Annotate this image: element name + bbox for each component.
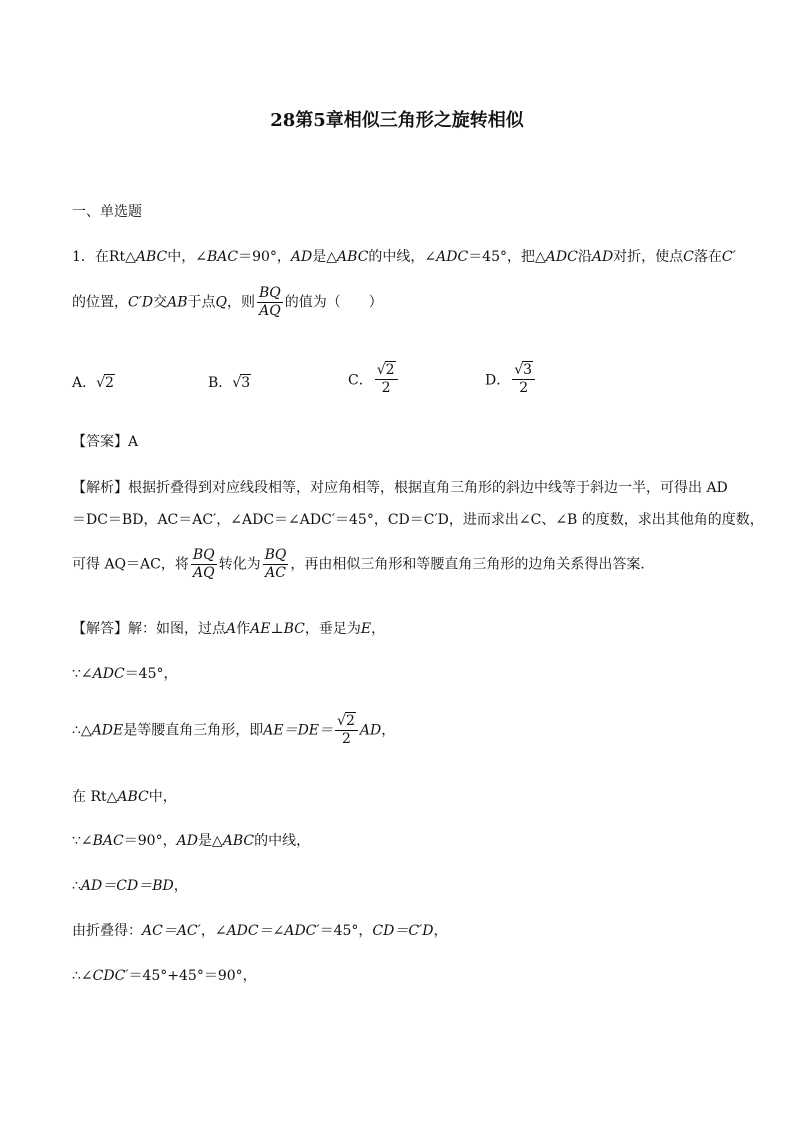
q-term: ABC bbox=[135, 249, 168, 265]
s-text: ， bbox=[433, 923, 448, 939]
fraction-denominator: 2 bbox=[519, 380, 529, 396]
s-term: AD bbox=[176, 833, 198, 849]
analysis-text: 转化为 bbox=[218, 556, 261, 573]
fraction-denominator: 2 bbox=[341, 731, 351, 747]
q-term: ADC bbox=[436, 249, 469, 265]
radicand: 3 bbox=[241, 375, 251, 391]
q-term: C′ bbox=[721, 249, 736, 265]
q-term: C bbox=[683, 249, 694, 265]
s-term: AC＝AC′ bbox=[142, 923, 201, 939]
option-label: B． bbox=[208, 375, 233, 391]
sqrt: √3 bbox=[514, 362, 533, 378]
fraction-numerator bbox=[335, 713, 358, 731]
s-text: 是等腰直角三角形，即 bbox=[123, 722, 264, 739]
fraction-numerator: BQ bbox=[264, 547, 287, 563]
question-line-1 bbox=[72, 247, 736, 267]
option-label: A． bbox=[72, 375, 97, 391]
q-text: 对折，使点 bbox=[613, 249, 684, 265]
s-text: 作 bbox=[236, 621, 251, 637]
solution-line-8 bbox=[72, 966, 257, 986]
solution-line-2 bbox=[72, 664, 178, 684]
q-text: 是△ bbox=[312, 249, 338, 265]
q-text: 落在 bbox=[693, 249, 722, 265]
option-d bbox=[485, 362, 537, 397]
s-term: ADE bbox=[91, 722, 124, 739]
page-title: 28第5章相似三角形之旋转相似 bbox=[270, 110, 524, 131]
solution-label: 【解答】 bbox=[72, 621, 128, 637]
s-text: ＝90°， bbox=[123, 833, 177, 849]
sqrt: √2 bbox=[96, 375, 114, 391]
s-text: ，垂足为 bbox=[304, 621, 361, 637]
answer bbox=[72, 432, 138, 452]
q-term: ADC bbox=[545, 249, 578, 265]
s-term: ABC bbox=[222, 833, 255, 849]
q-text: 的位置， bbox=[72, 294, 128, 311]
s-text: ∴∠ bbox=[72, 968, 93, 984]
answer-label: 【答案】 bbox=[72, 434, 128, 450]
s-term: AD＝CD＝BD bbox=[80, 878, 174, 894]
s-text: ＝45°， bbox=[319, 923, 373, 939]
option-label: D． bbox=[485, 372, 511, 389]
s-term: ADC bbox=[92, 666, 125, 682]
s-term: ABC bbox=[117, 789, 149, 805]
fraction-denominator: AC bbox=[265, 565, 286, 581]
solution-line-5 bbox=[72, 831, 310, 851]
q-text: 于点 bbox=[187, 294, 216, 311]
q-text: 的中线，∠ bbox=[368, 249, 437, 265]
solution-line-4 bbox=[72, 787, 177, 807]
radicand: 2 bbox=[105, 375, 114, 391]
sqrt: √2 bbox=[337, 713, 355, 729]
q-text: 交 bbox=[153, 294, 168, 311]
option-label: C． bbox=[348, 372, 373, 389]
analysis-text: 根据折叠得到对应线段相等，对应角相等，根据直角三角形的斜边中线等于斜边一半，可得出 AD bbox=[128, 480, 728, 496]
s-term: CD＝C′D bbox=[372, 923, 434, 939]
sqrt: √3 bbox=[232, 375, 251, 391]
q-text: ，则 bbox=[227, 294, 256, 311]
s-text: 是△ bbox=[197, 833, 223, 849]
q-term: C′D bbox=[128, 294, 154, 311]
s-term: A bbox=[226, 621, 237, 637]
s-term: ADC＝∠ADC′ bbox=[226, 923, 320, 939]
analysis-line-3 bbox=[72, 547, 654, 582]
analysis-line-1 bbox=[72, 478, 728, 498]
fraction-numerator: BQ bbox=[259, 285, 281, 301]
s-text: ， bbox=[173, 878, 188, 894]
q-term: AD bbox=[591, 249, 614, 265]
fraction bbox=[375, 362, 398, 397]
q-term: ABC bbox=[337, 249, 369, 265]
fraction-denominator: 2 bbox=[381, 380, 391, 396]
question-line-2 bbox=[72, 285, 383, 320]
radicand: 3 bbox=[523, 362, 533, 378]
q-term: BAC bbox=[206, 249, 239, 265]
s-term: AE＝DE＝ bbox=[263, 722, 334, 739]
q-text: 的值为（ ） bbox=[284, 294, 383, 311]
option-a bbox=[72, 372, 115, 392]
s-text: 解：如图，过点 bbox=[128, 621, 226, 637]
fraction-denominator: AQ bbox=[192, 565, 215, 581]
s-term: E bbox=[360, 621, 372, 637]
solution-line-7 bbox=[72, 921, 447, 941]
s-term: AE⊥BC bbox=[250, 621, 305, 637]
s-term: AD bbox=[359, 722, 382, 739]
radicand: 2 bbox=[385, 362, 395, 378]
sqrt: √2 bbox=[376, 362, 395, 378]
q-term: AB bbox=[167, 294, 188, 311]
option-b bbox=[208, 372, 251, 392]
s-text: 的中线， bbox=[254, 833, 311, 849]
s-text: 中， bbox=[148, 789, 177, 805]
solution-line-3 bbox=[72, 713, 395, 748]
s-text: ＝45°+45°＝90°， bbox=[128, 968, 257, 984]
s-text: ∴△ bbox=[72, 722, 92, 739]
fraction bbox=[512, 362, 535, 397]
s-term: BAC bbox=[92, 833, 124, 849]
s-text: ＝45°， bbox=[124, 666, 178, 682]
fraction-numerator bbox=[512, 362, 535, 380]
fraction bbox=[257, 285, 283, 320]
s-text: ∵∠ bbox=[72, 666, 93, 682]
q-term: AD bbox=[290, 249, 313, 265]
fraction bbox=[263, 547, 289, 582]
s-text: 由折叠得： bbox=[72, 923, 142, 939]
s-term: CDC′ bbox=[92, 968, 129, 984]
s-text: ， bbox=[381, 722, 396, 739]
s-text: 在 Rt△ bbox=[72, 789, 118, 805]
s-text: ，∠ bbox=[200, 923, 227, 939]
q-text: ＝90°， bbox=[238, 249, 291, 265]
fraction bbox=[335, 713, 358, 748]
fraction bbox=[191, 547, 217, 582]
fraction-numerator bbox=[375, 362, 398, 380]
q-text: 1．在Rt△ bbox=[72, 249, 136, 265]
analysis-label: 【解析】 bbox=[72, 480, 128, 496]
analysis-text: ，再由相似三角形和等腰直角三角形的边角关系得出答案． bbox=[290, 556, 655, 573]
s-text: ， bbox=[371, 621, 386, 637]
answer-value: A bbox=[128, 434, 139, 450]
q-text: 沿 bbox=[577, 249, 592, 265]
analysis-text: 可得 AQ＝AC，将 bbox=[72, 556, 189, 573]
s-text: ∵∠ bbox=[72, 833, 93, 849]
fraction-numerator: BQ bbox=[192, 547, 215, 563]
solution-line-1 bbox=[72, 619, 385, 639]
radicand: 2 bbox=[345, 713, 355, 729]
option-c bbox=[348, 362, 400, 397]
q-text: 中，∠ bbox=[167, 249, 207, 265]
q-term: Q bbox=[215, 294, 228, 311]
section-heading: 一、单选题 bbox=[72, 204, 142, 220]
fraction-denominator: AQ bbox=[259, 303, 281, 319]
q-text: ＝45°，把△ bbox=[468, 249, 546, 265]
s-text: ∴ bbox=[72, 878, 81, 894]
analysis-line-2: ＝DC＝BD，AC＝AC′，∠ADC＝∠ADC′＝45°，CD＝C′D，进而求出∠C、∠B 的度数，求出其他角的度数， bbox=[72, 512, 764, 528]
solution-line-6 bbox=[72, 876, 188, 896]
